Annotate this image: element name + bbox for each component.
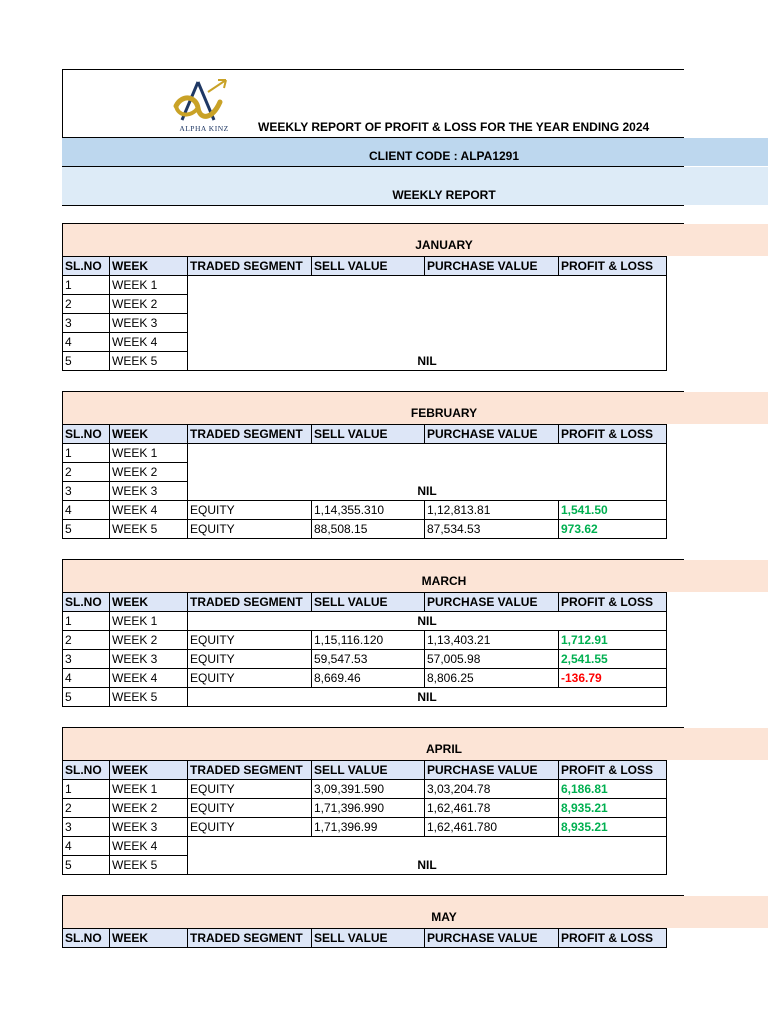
sl-no-cell: 4: [63, 333, 110, 352]
column-header: PURCHASE VALUE: [425, 425, 559, 444]
week-cell: WEEK 2: [110, 295, 188, 314]
column-header: SELL VALUE: [312, 425, 425, 444]
column-header: TRADED SEGMENT: [188, 761, 312, 780]
table-row: [63, 444, 667, 463]
column-header: SL.NO: [63, 425, 110, 444]
column-header: SELL VALUE: [312, 929, 425, 948]
purchase-value-cell: 3,03,204.78: [425, 780, 559, 799]
segment-cell: EQUITY: [188, 631, 312, 650]
column-header: SL.NO: [63, 257, 110, 276]
column-header: PROFIT & LOSS: [559, 593, 667, 612]
pl-table: [62, 760, 667, 875]
sl-no-cell: 4: [63, 501, 110, 520]
sl-no-cell: 5: [63, 856, 110, 875]
table-header-row: [63, 593, 667, 612]
table-header-row: [63, 257, 667, 276]
week-cell: WEEK 4: [110, 333, 188, 352]
sl-no-cell: 2: [63, 631, 110, 650]
logo-text: ALPHA KINZ: [179, 124, 229, 133]
profit-loss-cell: 973.62: [559, 520, 667, 539]
sl-no-cell: 3: [63, 314, 110, 333]
nil-merged-cell: [188, 444, 667, 501]
column-header: PROFIT & LOSS: [559, 761, 667, 780]
segment-cell: EQUITY: [188, 501, 312, 520]
column-header: SL.NO: [63, 761, 110, 780]
sl-no-cell: 4: [63, 837, 110, 856]
profit-loss-cell: 2,541.55: [559, 650, 667, 669]
nil-merged-cell: [188, 688, 667, 707]
sl-no-cell: 3: [63, 650, 110, 669]
column-header: SL.NO: [63, 593, 110, 612]
header-top-border: [62, 69, 684, 70]
sell-value-cell: 1,14,355.310: [312, 501, 425, 520]
sl-no-cell: 3: [63, 482, 110, 501]
column-header: PURCHASE VALUE: [425, 761, 559, 780]
week-cell: WEEK 3: [110, 314, 188, 333]
purchase-value-cell: 1,62,461.780: [425, 818, 559, 837]
column-header: SELL VALUE: [312, 593, 425, 612]
sl-no-cell: 2: [63, 463, 110, 482]
table-row: [63, 650, 667, 669]
sell-value-cell: 1,15,116.120: [312, 631, 425, 650]
month-title: APRIL: [426, 742, 462, 756]
profit-loss-cell: 1,712.91: [559, 631, 667, 650]
weekly-report-label: WEEKLY REPORT: [392, 188, 496, 202]
week-cell: WEEK 3: [110, 650, 188, 669]
column-header: TRADED SEGMENT: [188, 929, 312, 948]
profit-loss-cell: 1,541.50: [559, 501, 667, 520]
column-header: WEEK: [110, 929, 188, 948]
week-cell: WEEK 5: [110, 520, 188, 539]
purchase-value-cell: 57,005.98: [425, 650, 559, 669]
nil-merged-cell: [188, 276, 667, 371]
table-row: [63, 520, 667, 539]
header-bottom-border: [62, 205, 684, 206]
sl-no-cell: 5: [63, 520, 110, 539]
sl-no-cell: 1: [63, 612, 110, 631]
segment-cell: EQUITY: [188, 650, 312, 669]
sl-no-cell: 2: [63, 295, 110, 314]
alpha-kinz-logo: [168, 76, 240, 134]
table-row: [63, 837, 667, 856]
client-code: CLIENT CODE : ALPA1291: [368, 149, 520, 163]
nil-label: NIL: [417, 354, 437, 368]
column-header: TRADED SEGMENT: [188, 257, 312, 276]
table-row: [63, 818, 667, 837]
week-cell: WEEK 2: [110, 631, 188, 650]
profit-loss-cell: 8,935.21: [559, 818, 667, 837]
pl-table: [62, 256, 667, 371]
column-header: TRADED SEGMENT: [188, 593, 312, 612]
column-header: SL.NO: [63, 929, 110, 948]
column-header: PROFIT & LOSS: [559, 257, 667, 276]
sl-no-cell: 3: [63, 818, 110, 837]
nil-label: NIL: [417, 858, 437, 872]
week-cell: WEEK 4: [110, 837, 188, 856]
sl-no-cell: 1: [63, 780, 110, 799]
sl-no-cell: 2: [63, 799, 110, 818]
month-title: JANUARY: [415, 238, 473, 252]
column-header: WEEK: [110, 425, 188, 444]
purchase-value-cell: 87,534.53: [425, 520, 559, 539]
week-cell: WEEK 1: [110, 444, 188, 463]
table-row: [63, 501, 667, 520]
month-title: FEBRUARY: [410, 406, 478, 420]
column-header: SELL VALUE: [312, 761, 425, 780]
table-row: [63, 276, 667, 295]
nil-merged-cell: [188, 837, 667, 875]
sell-value-cell: 1,71,396.99: [312, 818, 425, 837]
week-cell: WEEK 2: [110, 799, 188, 818]
sl-no-cell: 4: [63, 669, 110, 688]
sl-no-cell: 5: [63, 352, 110, 371]
week-cell: WEEK 1: [110, 612, 188, 631]
table-header-row: [63, 929, 667, 948]
nil-label: NIL: [417, 484, 437, 498]
nil-merged-cell: [188, 612, 667, 631]
purchase-value-cell: 8,806.25: [425, 669, 559, 688]
sl-no-cell: 1: [63, 276, 110, 295]
sell-value-cell: 8,669.46: [312, 669, 425, 688]
column-header: WEEK: [110, 593, 188, 612]
table-row: [63, 631, 667, 650]
month-title: MAY: [431, 910, 457, 924]
column-header: PURCHASE VALUE: [425, 929, 559, 948]
week-cell: WEEK 4: [110, 501, 188, 520]
segment-cell: EQUITY: [188, 669, 312, 688]
week-cell: WEEK 5: [110, 688, 188, 707]
column-header: PROFIT & LOSS: [559, 425, 667, 444]
sell-value-cell: 88,508.15: [312, 520, 425, 539]
table-header-row: [63, 761, 667, 780]
segment-cell: EQUITY: [188, 818, 312, 837]
nil-label: NIL: [417, 614, 437, 628]
column-header: PROFIT & LOSS: [559, 929, 667, 948]
week-cell: WEEK 1: [110, 276, 188, 295]
table-row: [63, 612, 667, 631]
column-header: SELL VALUE: [312, 257, 425, 276]
week-cell: WEEK 1: [110, 780, 188, 799]
week-cell: WEEK 4: [110, 669, 188, 688]
sl-no-cell: 1: [63, 444, 110, 463]
segment-cell: EQUITY: [188, 520, 312, 539]
week-cell: WEEK 3: [110, 482, 188, 501]
table-row: [63, 688, 667, 707]
segment-cell: EQUITY: [188, 799, 312, 818]
purchase-value-cell: 1,12,813.81: [425, 501, 559, 520]
table-row: [63, 799, 667, 818]
purchase-value-cell: 1,13,403.21: [425, 631, 559, 650]
report-title: WEEKLY REPORT OF PROFIT & LOSS FOR THE YEAR ENDING 2024: [258, 120, 650, 134]
pl-table: [62, 592, 667, 707]
table-header-row: [63, 425, 667, 444]
table-row: [63, 669, 667, 688]
week-cell: WEEK 5: [110, 352, 188, 371]
week-cell: WEEK 3: [110, 818, 188, 837]
column-header: WEEK: [110, 761, 188, 780]
sell-value-cell: 3,09,391.590: [312, 780, 425, 799]
column-header: PURCHASE VALUE: [425, 257, 559, 276]
purchase-value-cell: 1,62,461.78: [425, 799, 559, 818]
pl-table: [62, 424, 667, 539]
pl-table: [62, 928, 667, 948]
sl-no-cell: 5: [63, 688, 110, 707]
month-title: MARCH: [421, 574, 467, 588]
profit-loss-cell: -136.79: [559, 669, 667, 688]
column-header: PURCHASE VALUE: [425, 593, 559, 612]
column-header: TRADED SEGMENT: [188, 425, 312, 444]
profit-loss-cell: 8,935.21: [559, 799, 667, 818]
sell-value-cell: 59,547.53: [312, 650, 425, 669]
sell-value-cell: 1,71,396.990: [312, 799, 425, 818]
nil-label: NIL: [417, 690, 437, 704]
profit-loss-cell: 6,186.81: [559, 780, 667, 799]
segment-cell: EQUITY: [188, 780, 312, 799]
week-cell: WEEK 2: [110, 463, 188, 482]
column-header: WEEK: [110, 257, 188, 276]
week-cell: WEEK 5: [110, 856, 188, 875]
table-row: [63, 780, 667, 799]
